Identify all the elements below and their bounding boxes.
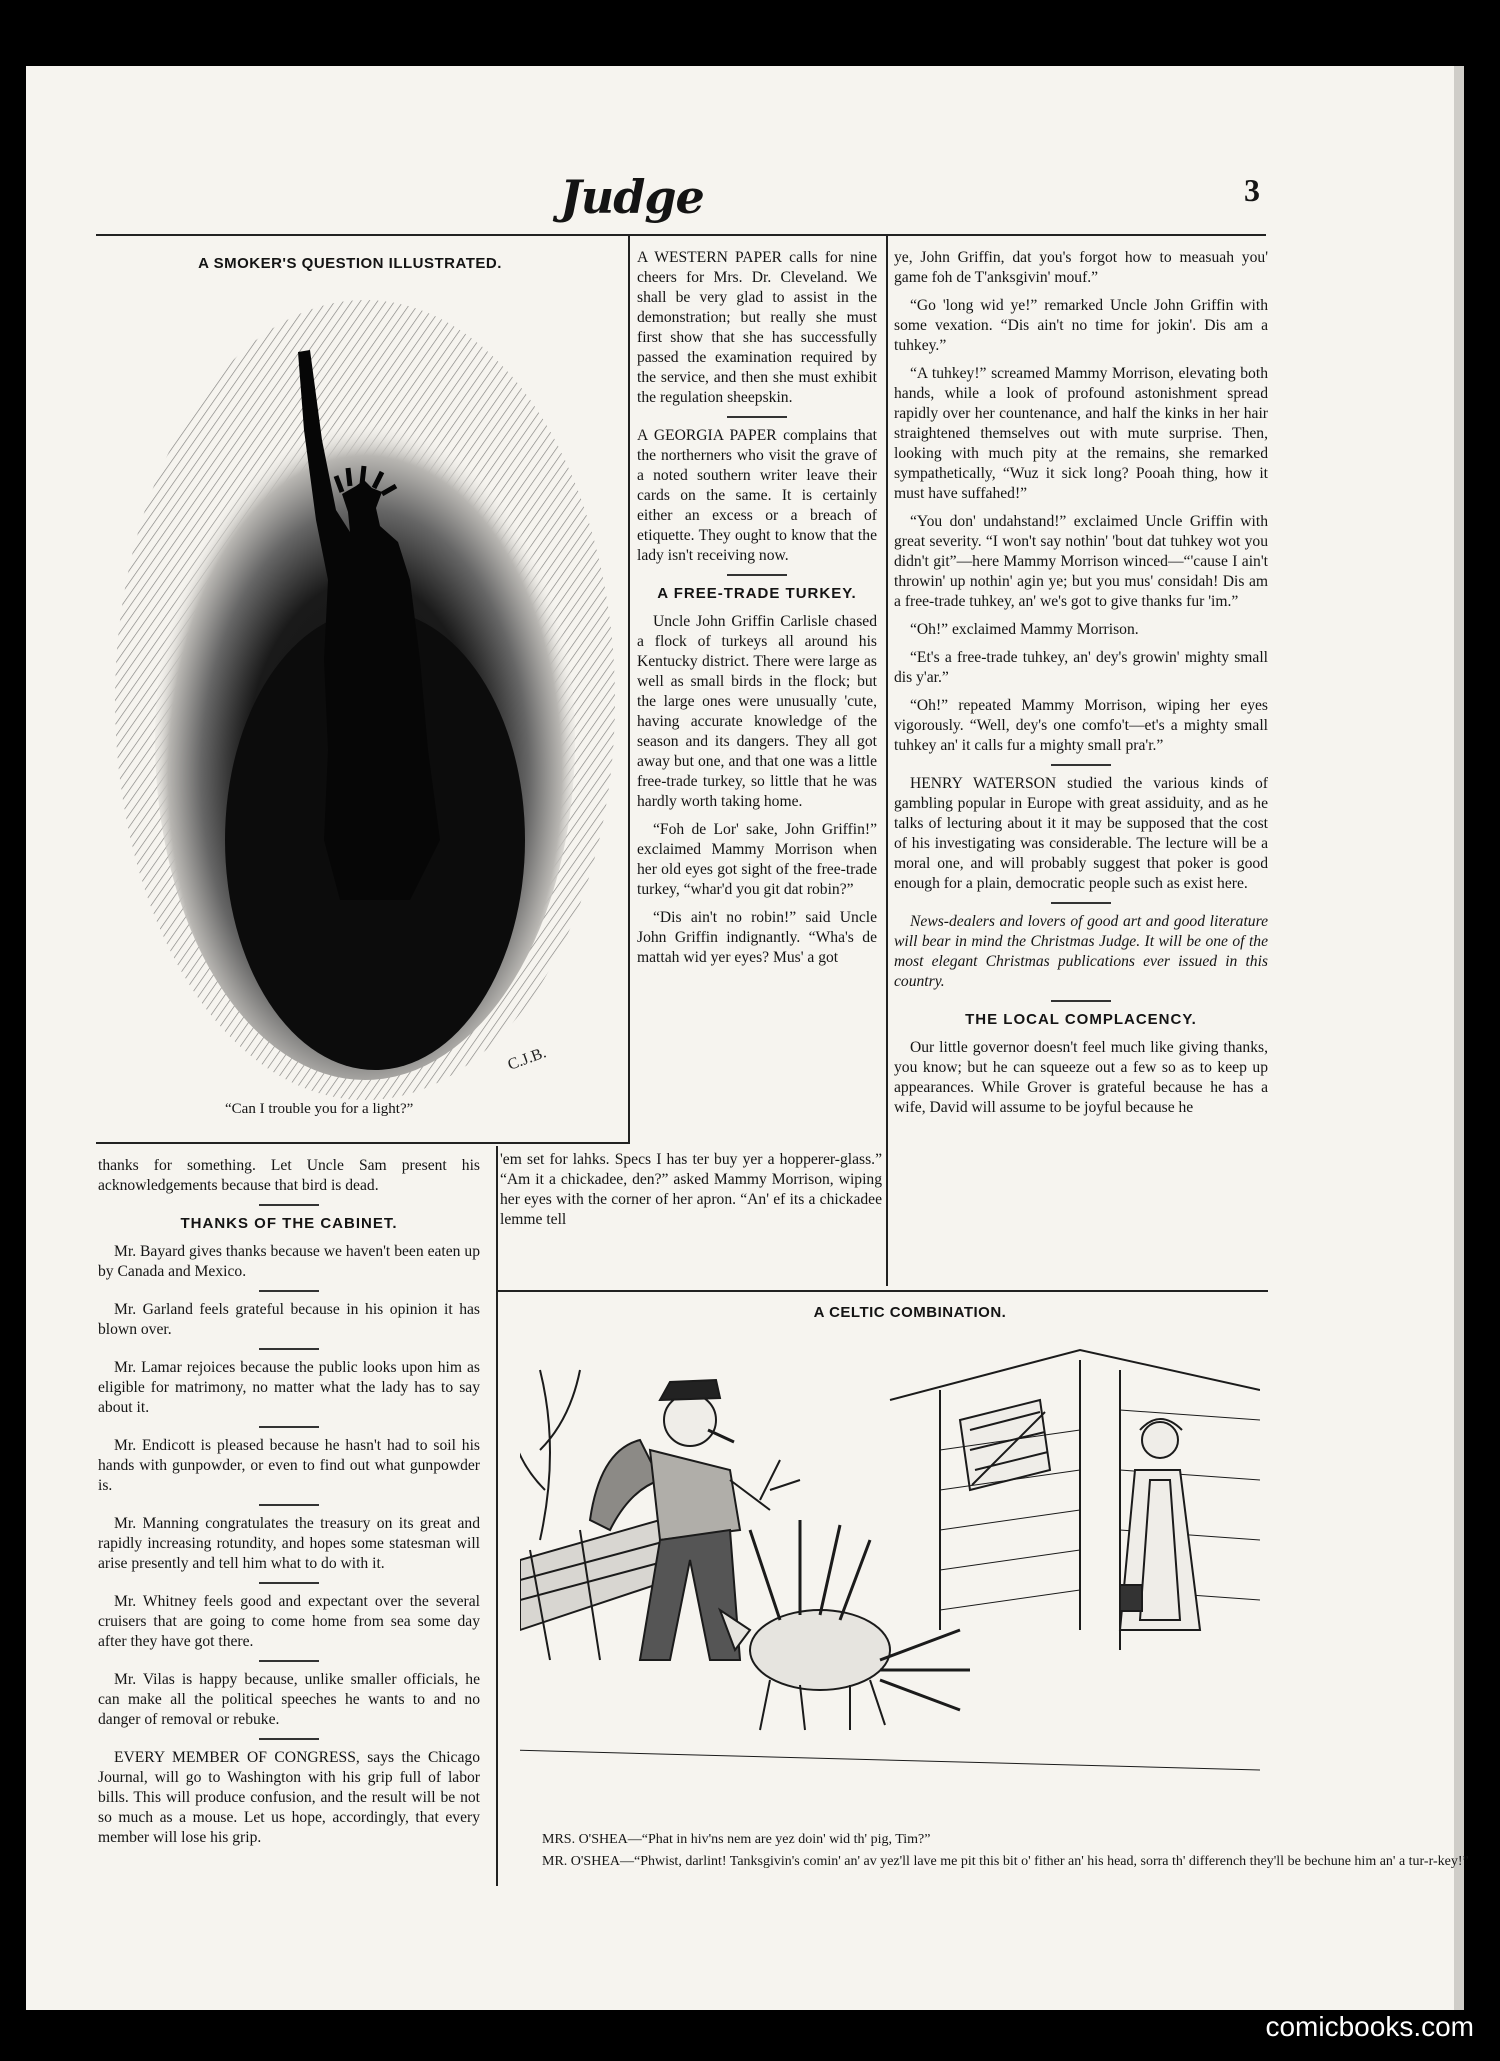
illustration-bottom-rule <box>96 1142 630 1144</box>
separator <box>259 1738 319 1740</box>
page-number: 3 <box>1244 172 1260 208</box>
local-complacency-paragraph: Our little governor doesn't feel much like giving thanks, you know; but he can squeeze out a few so as to keep up appearances. While Grover is grateful because he has a wife, David will assume to be joyful because he <box>894 1039 1268 1116</box>
right-column <box>894 248 1268 1284</box>
celtic-caption-mrs: MRS. O'SHEA—“Phat in hiv'ns nem are yez doin' wid th' pig, Tim?” <box>542 1832 931 1847</box>
cabinet-bayard: Mr. Bayard gives thanks because we haven't been eaten up by Canada and Mexico. <box>98 1243 480 1280</box>
separator <box>1051 902 1111 904</box>
separator <box>259 1348 319 1350</box>
turkey-continued: “Oh!” exclaimed Mammy Morrison. <box>910 621 1139 638</box>
congress-item: EVERY MEMBER OF CONGRESS, says the Chicago Journal, will go to Washington with his grip full of labor bills. This will produce confusion, and the result will be not so much as a mouse. Let us hope, accordingly, that every member will lose his grip. <box>98 1749 480 1846</box>
western-paper-item: A WESTERN PAPER calls for nine cheers for Mrs. Dr. Cleveland. We shall be very glad to assist in the demonstration; but really she must first show that she has successfully passed the examination required by the service, and then she must exhibit the regulation sheepskin. <box>637 249 877 406</box>
cabinet-manning: Mr. Manning congratulates the treasury on its great and rapidly increasing rotundity, and hopes some statesman will arise presently and tell him what to do with it. <box>98 1515 480 1572</box>
separator <box>727 416 787 418</box>
turkey-continued: “You don' undahstand!” exclaimed Uncle Griffin with great severity. “I won't say nothin' 'bout dat tuhkey wot you didn't git”—here Mammy Morrison winced—“'cause I ain't throwin' up nothin' agin ye; but you mus' considah! Dis am a free-trade tuhkey, an' we's got to give thanks fur 'im.” <box>894 513 1268 610</box>
watermark: comicbooks.com <box>1265 2011 1474 2042</box>
separator <box>259 1504 319 1506</box>
celtic-cartoon-illustration <box>520 1330 1260 1820</box>
turkey-continued: “Oh!” repeated Mammy Morrison, wiping her eyes vigorously. “Well, dey's one comfo't—et's a mighty small tuhkey an' it calls fur a mighty small pra'r.” <box>894 697 1268 754</box>
cabinet-whitney: Mr. Whitney feels good and expectant over the several cruisers that are going to come home from sea some day after they have got there. <box>98 1593 480 1650</box>
turkey-paragraph: “Dis ain't no robin!” said Uncle John Griffin indignantly. “Wha's de mattah wid yer eyes? Mus' a got <box>637 909 877 966</box>
cabinet-endicott: Mr. Endicott is pleased because he hasn't had to soil his hands with gunpowder, or even to find out what gunpowder is. <box>98 1437 480 1494</box>
turkey-continued: “A tuhkey!” screamed Mammy Morrison, elevating both hands, while a look of profound astonishment spread rapidly over her countenance, and half the kinks in her hair straightened themselves out with mute surprise. Then, looking with much pity at the remains, she remarked sympathetically, “Wuz it sick long? Pooah thing, how it must have suffahed!” <box>894 365 1268 502</box>
separator <box>259 1290 319 1292</box>
middle-column <box>637 248 877 1143</box>
cabinet-garland: Mr. Garland feels grateful because in his opinion it has blown over. <box>98 1301 480 1338</box>
turkey-continued: “Et's a free-trade tuhkey, an' dey's growin' mighty small dis y'ar.” <box>894 649 1268 686</box>
cabinet-vilas: Mr. Vilas is happy because, unlike smaller officials, he can make all the political speeches he wants to and no danger of removal or rebuke. <box>98 1671 480 1728</box>
smoker-caption: “Can I trouble you for a light?” <box>225 1101 414 1117</box>
turkey-continued: “Go 'long wid ye!” remarked Uncle John Griffin with some vexation. “Dis ain't no time for jokin'. Dis am a tuhkey.” <box>894 297 1268 354</box>
georgia-paper-item: A GEORGIA PAPER complains that the northerners who visit the grave of a noted southern writer leave their cards on the same. It is certainly either an excess or a breach of etiquette. They ought to know that the lady isn't receiving now. <box>637 427 877 564</box>
separator <box>259 1426 319 1428</box>
lower-middle-column <box>500 1150 882 1286</box>
smoker-title: A SMOKER'S QUESTION ILLUSTRATED. <box>198 255 502 272</box>
page-edge <box>1454 66 1464 2010</box>
separator <box>259 1204 319 1206</box>
masthead: Judge <box>560 170 704 224</box>
cabinet-heading: THANKS OF THE CABINET. <box>180 1215 398 1232</box>
turkey-paragraph: “Foh de Lor' sake, John Griffin!” exclaimed Mammy Morrison when her old eyes got sight of the free-trade turkey, “whar'd you git dat robin?” <box>637 821 877 898</box>
artist-signature: C.J.B. <box>505 1044 549 1074</box>
celtic-caption-mr: MR. O'SHEA—“Phwist, darlint! Tanksgivin's comin' an' av yez'll lave me pit this bit o' fither an' his head, sorra th' differench they'll be bechune him an' a tur-r-key!” <box>542 1854 1469 1869</box>
separator <box>259 1582 319 1584</box>
turkey-heading: A FREE-TRADE TURKEY. <box>657 585 857 602</box>
separator <box>1051 1000 1111 1002</box>
column-rule-2 <box>886 236 888 1286</box>
turkey-continued: ye, John Griffin, dat you's forgot how to measuah you' game foh de T'anksgivin' mouf.” <box>894 249 1268 286</box>
separator <box>727 574 787 576</box>
celtic-top-rule <box>498 1290 1268 1292</box>
separator <box>1051 764 1111 766</box>
news-dealers-notice: News-dealers and lovers of good art and good literature will bear in mind the Christmas Judge. It will be one of the most elegant Christmas publications ever issued in this country. <box>894 913 1268 990</box>
statue-of-liberty-illustration <box>110 280 620 1100</box>
turkey-dialogue-continued: 'em set for lahks. Specs I has ter buy yer a hopperer-glass.” “Am it a chickadee, den?” asked Mammy Morrison, wiping her eyes with the corner of her apron. “An' ef its a chickadee lemme tell <box>500 1151 882 1228</box>
local-complacency-heading: THE LOCAL COMPLACENCY. <box>965 1011 1197 1028</box>
celtic-title: A CELTIC COMBINATION. <box>813 1304 1007 1321</box>
turkey-paragraph: Uncle John Griffin Carlisle chased a flock of turkeys all around his Kentucky district. There were large as well as small birds in the flock; but the large ones were unusually 'cute, having accurate knowledge of the season and its dangers. They all got away but one, and that one was a little free-trade turkey, so little that he was hardly worth taking home. <box>637 613 877 810</box>
column-rule-1 <box>628 236 630 1144</box>
lower-left-column <box>98 1156 480 1886</box>
column-rule-3 <box>496 1146 498 1886</box>
separator <box>259 1660 319 1662</box>
watterson-item: HENRY WATERSON studied the various kinds of gambling popular in Europe with great assiduity, and as he talks of lecturing about it it may be supposed that the cost of his investigating was considerable. The lecture will be a moral one, and will probably suggest that poker is good enough for a plain, democratic people such as exist here. <box>894 775 1268 892</box>
cabinet-lamar: Mr. Lamar rejoices because the public looks upon him as eligible for matrimony, no matter what the lady has to say about it. <box>98 1359 480 1416</box>
turkey-conclusion: thanks for something. Let Uncle Sam present his acknowledgements because that bird is dead. <box>98 1157 480 1194</box>
top-rule <box>96 234 1266 236</box>
